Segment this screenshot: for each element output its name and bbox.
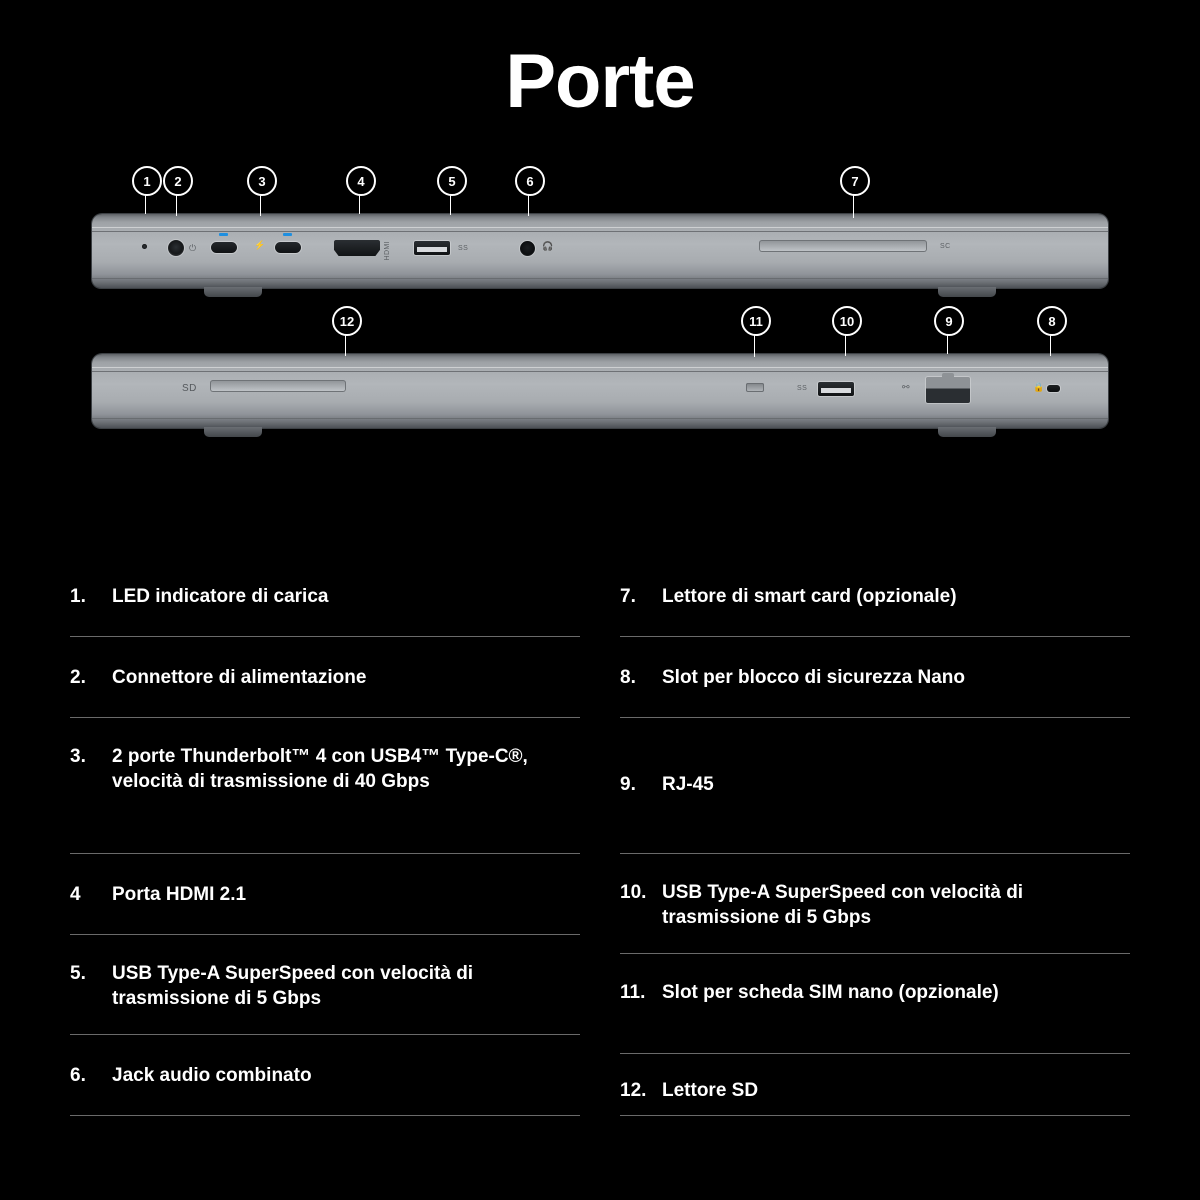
legend-number-8: 8. bbox=[620, 667, 636, 688]
laptop-foot-left-top bbox=[204, 287, 262, 297]
callout-badge-2[interactable]: 2 bbox=[163, 166, 193, 196]
power-icon: ⏻ bbox=[189, 243, 197, 253]
legend-text-9: RJ-45 bbox=[662, 774, 714, 795]
legend-text-1: LED indicatore di carica bbox=[112, 586, 329, 607]
legend-item-8 bbox=[620, 637, 1130, 718]
legend-item-2 bbox=[70, 637, 580, 718]
callout-badge-1[interactable]: 1 bbox=[132, 166, 162, 196]
smart-card-label: SC bbox=[940, 243, 951, 250]
callout-badge-9[interactable]: 9 bbox=[934, 306, 964, 336]
legend-number-5: 5. bbox=[70, 963, 86, 984]
legend-column-right bbox=[620, 556, 1130, 1116]
thunderbolt-bolt-icon: ⚡ bbox=[254, 240, 266, 250]
thunderbolt-port-1[interactable] bbox=[211, 242, 237, 253]
nano-sim-slot[interactable] bbox=[746, 383, 764, 392]
callout-badge-11[interactable]: 11 bbox=[741, 306, 771, 336]
legend-item-9 bbox=[620, 718, 1130, 854]
legend-text-8: Slot per blocco di sicurezza Nano bbox=[662, 667, 966, 688]
callout-badge-12[interactable]: 12 bbox=[332, 306, 362, 336]
legend-number-3: 3. bbox=[70, 746, 86, 767]
legend-item-4 bbox=[70, 854, 580, 935]
callout-badge-4[interactable]: 4 bbox=[346, 166, 376, 196]
ports-diagram bbox=[0, 154, 1200, 474]
laptop-right-side-view bbox=[92, 314, 1108, 428]
rj45-ethernet-port[interactable] bbox=[926, 377, 970, 403]
callout-badge-10[interactable]: 10 bbox=[832, 306, 862, 336]
usb-superspeed-label-top: SS bbox=[458, 245, 469, 252]
page-title: Porte bbox=[505, 39, 695, 124]
audio-jack-port[interactable] bbox=[520, 241, 535, 256]
legend-number-7: 7. bbox=[620, 586, 636, 607]
nano-security-lock-slot[interactable] bbox=[1047, 385, 1060, 392]
chassis-lid-seam bbox=[92, 227, 1108, 228]
legend-number-10: 10. bbox=[620, 882, 647, 903]
chassis-lid-seam-shadow-2 bbox=[92, 371, 1108, 372]
thunderbolt-marker-1-icon bbox=[219, 233, 228, 236]
legend-number-12: 12. bbox=[620, 1080, 647, 1101]
legend-item-7 bbox=[620, 556, 1130, 637]
chassis-bottom-seam-2 bbox=[92, 418, 1108, 419]
legend-item-10 bbox=[620, 854, 1130, 954]
legend-text-11: Slot per scheda SIM nano (opzionale) bbox=[662, 982, 999, 1003]
callout-badge-5[interactable]: 5 bbox=[437, 166, 467, 196]
legend-number-6: 6. bbox=[70, 1065, 86, 1086]
legend-text-7: Lettore di smart card (opzionale) bbox=[662, 586, 957, 607]
legend-text-6: Jack audio combinato bbox=[112, 1065, 312, 1086]
laptop-foot-right-top bbox=[938, 287, 996, 297]
chassis-lid-seam-2 bbox=[92, 367, 1108, 368]
legend-text-10: USB Type-A SuperSpeed con velocità di trasmissione di 5 Gbps bbox=[662, 882, 1024, 929]
power-connector-port[interactable] bbox=[168, 240, 184, 256]
callout-badge-3[interactable]: 3 bbox=[247, 166, 277, 196]
hdmi-port-label: HDMI bbox=[384, 241, 391, 261]
laptop-chassis-top bbox=[92, 214, 1108, 288]
legend-item-3 bbox=[70, 718, 580, 854]
legend-item-11 bbox=[620, 954, 1130, 1054]
chassis-bottom-seam bbox=[92, 278, 1108, 279]
thunderbolt-port-2[interactable] bbox=[275, 242, 301, 253]
legend-text-5: USB Type-A SuperSpeed con velocità di trasmissione di 5 Gbps bbox=[112, 963, 474, 1010]
callout-badge-8[interactable]: 8 bbox=[1037, 306, 1067, 336]
legend-text-3: 2 porte Thunderbolt™ 4 con USB4™ Type-C®, velocità di trasmissione di 40 Gbps bbox=[112, 746, 528, 793]
ports-legend bbox=[70, 556, 1130, 1116]
legend-number-4: 4 bbox=[70, 884, 81, 905]
legend-text-2: Connettore di alimentazione bbox=[112, 667, 367, 688]
lock-icon: 🔒 bbox=[1033, 382, 1045, 392]
sd-reader-label: SD bbox=[182, 383, 197, 394]
legend-number-11: 11. bbox=[620, 982, 646, 1003]
legend-item-1 bbox=[70, 556, 580, 637]
hdmi-port[interactable] bbox=[334, 240, 380, 256]
rj45-tab bbox=[942, 373, 954, 379]
legend-item-5 bbox=[70, 935, 580, 1035]
legend-text-4: Porta HDMI 2.1 bbox=[112, 884, 247, 905]
chassis-lid-seam-shadow bbox=[92, 231, 1108, 232]
legend-item-6 bbox=[70, 1035, 580, 1116]
network-icon: ⚯ bbox=[902, 382, 910, 392]
usb-type-a-port-top[interactable] bbox=[414, 241, 450, 255]
smart-card-reader-slot[interactable] bbox=[759, 240, 927, 252]
laptop-foot-left-bottom bbox=[204, 427, 262, 437]
laptop-foot-right-bottom bbox=[938, 427, 996, 437]
legend-number-9: 9. bbox=[620, 774, 636, 795]
legend-number-2: 2. bbox=[70, 667, 86, 688]
legend-text-12: Lettore SD bbox=[662, 1080, 759, 1101]
charging-led-icon bbox=[142, 244, 147, 249]
legend-item-12 bbox=[620, 1054, 1130, 1116]
headphone-icon: 🎧 bbox=[542, 241, 554, 251]
thunderbolt-marker-2-icon bbox=[283, 233, 292, 236]
usb-superspeed-label-bottom: SS bbox=[797, 385, 808, 392]
laptop-left-side-view bbox=[92, 174, 1108, 288]
callout-badge-6[interactable]: 6 bbox=[515, 166, 545, 196]
callout-badge-7[interactable]: 7 bbox=[840, 166, 870, 196]
laptop-chassis-bottom bbox=[92, 354, 1108, 428]
sd-card-reader-slot[interactable] bbox=[210, 380, 346, 392]
usb-type-a-port-bottom[interactable] bbox=[818, 382, 854, 396]
legend-column-left bbox=[70, 556, 580, 1116]
legend-number-1: 1. bbox=[70, 586, 86, 607]
